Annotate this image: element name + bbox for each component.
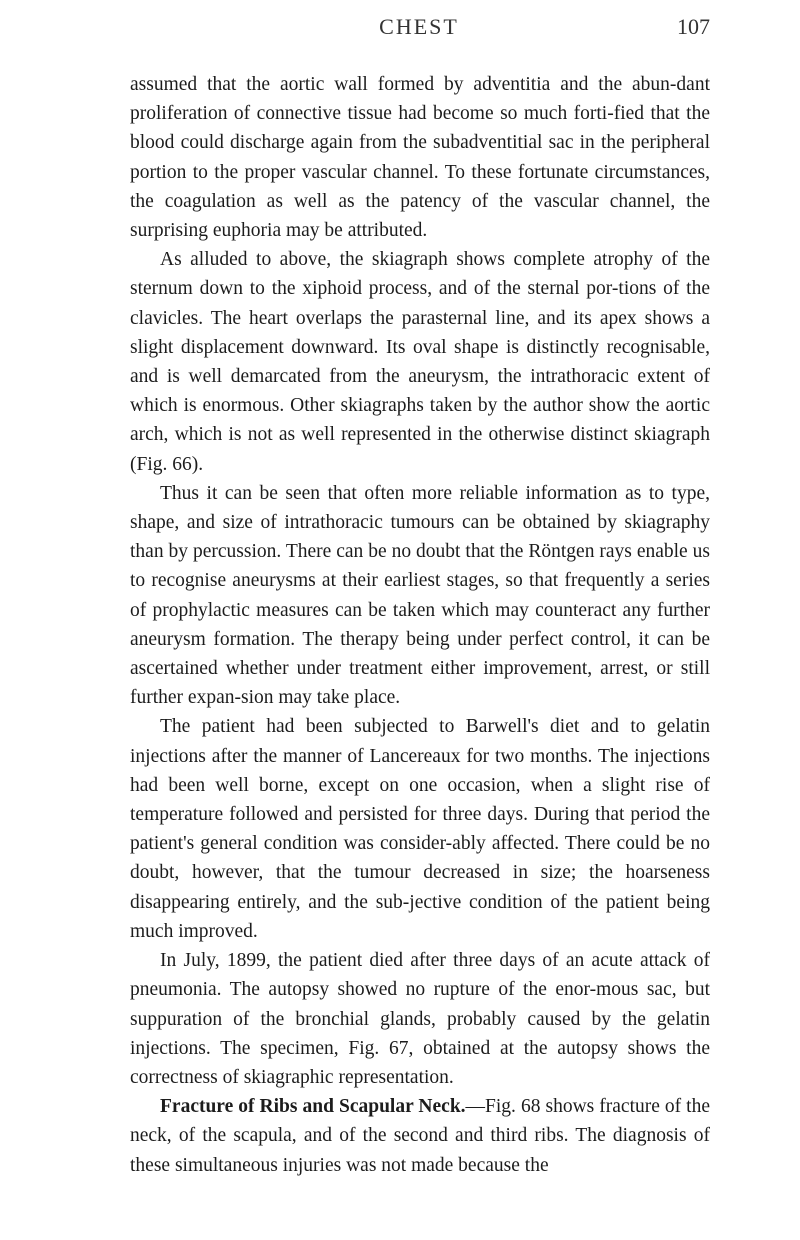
paragraph-text: —Fig. 68 shows fracture of the neck, of the scapula, and of the second and third ribs. The diagnosis of these simultaneous injuries was not made because the (130, 1096, 710, 1176)
paragraph-skiagraph (130, 245, 710, 479)
paragraph-text: As alluded to above, the skiagraph shows complete atrophy of the sternum down to the xiphoid process, and of the sternal por-tions of the clavicles. The heart overlaps the parasternal line, and its apex shows a slight displacement downward. Its oval shape is distinctly recognisable, and is well demarcated from the aneurysm, the intrathoracic extent of which is enormous. Other skiagraphs taken by the author show the aortic arch, which is not as well represented in the otherwise distinct skiagraph (Fig. 66). (130, 249, 710, 475)
body-text (130, 70, 710, 1180)
section-heading: Fracture of Ribs and Scapular Neck. (160, 1096, 466, 1118)
paragraph-autopsy (130, 946, 710, 1092)
paragraph-text: The patient had been subjected to Barwell's diet and to gelatin injections after the manner of Lancereaux for two months. The injections had been well borne, except on one occasion, when a slight rise of temperature followed and persisted for three days. During that period the patient's general condition was consider-ably affected. There could be no doubt, however, that the tumour decreased in size; the hoarseness disappearing entirely, and the sub-jective condition of the patient being much improved. (130, 716, 710, 942)
paragraph-skiagraphy-vs-percussion (130, 479, 710, 713)
paragraph-text: In July, 1899, the patient died after three days of an acute attack of pneumonia. The autopsy showed no rupture of the enor-mous sac, but suppuration of the bronchial glands, probably caused by the gelatin injections. The specimen, Fig. 67, obtained at the autopsy shows the correctness of skiagraphic representation. (130, 950, 710, 1088)
paragraph-continued (130, 70, 710, 245)
paragraph-text: Thus it can be seen that often more reliable information as to type, shape, and size of intrathoracic tumours can be obtained by skiagraphy than by percussion. There can be no doubt that the Röntgen rays enable us to recognise aneurysms at their earliest stages, so that frequently a series of prophylactic measures can be taken which may counteract any further aneurysm formation. The therapy being under perfect control, it can be ascertained whether under treatment either improvement, arrest, or still further expan-sion may take place. (130, 482, 710, 709)
page-number: 107 (677, 14, 710, 39)
paragraph-fracture (130, 1092, 710, 1180)
paragraph-text: assumed that the aortic wall formed by adventitia and the abun-dant proliferation of connective tissue had become so much forti-fied that the blood could discharge again from the subadventitial sac in the peripheral portion to the proper vascular channel. To these fortunate circumstances, the coagulation as well as the patency of the vascular channel, the surprising euphoria may be attributed. (130, 74, 710, 242)
paragraph-treatment (130, 712, 710, 946)
running-head (128, 14, 710, 48)
running-head-title: CHEST (379, 14, 459, 39)
